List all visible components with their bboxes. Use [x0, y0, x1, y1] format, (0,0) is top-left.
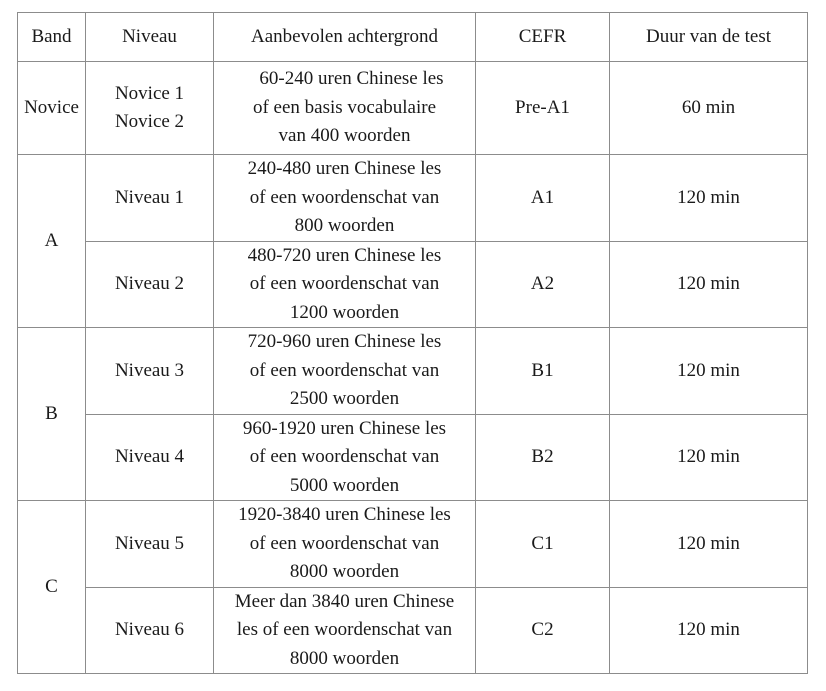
- background-line: of een woordenschat van: [249, 359, 440, 381]
- niveau-cell: Niveau 4: [86, 414, 214, 501]
- table-row: [18, 155, 808, 242]
- background-line: 60-240 uren Chinese les: [259, 68, 444, 90]
- background-line: 1920-3840 uren Chinese les: [238, 504, 451, 525]
- niveau-cell: Niveau 2: [86, 241, 214, 328]
- background-line: 8000 woorden: [289, 561, 400, 582]
- table-row: [18, 501, 808, 588]
- table-row: [18, 328, 808, 415]
- duration-cell: 120 min: [610, 155, 808, 242]
- background-line: 800 woorden: [294, 215, 395, 236]
- table-row: [18, 414, 808, 501]
- duration-cell: 120 min: [610, 328, 808, 415]
- cefr-cell: A2: [476, 241, 610, 328]
- cefr-cell: B1: [476, 328, 610, 415]
- band-cell-b: B: [18, 328, 86, 501]
- cefr-cell: C1: [476, 501, 610, 588]
- background-cell-novice: [214, 62, 476, 155]
- background-line: 2500 woorden: [289, 388, 400, 409]
- cefr-cell-novice: Pre-A1: [476, 62, 610, 155]
- background-cell: [214, 241, 476, 328]
- background-line: of een woordenschat van: [249, 446, 440, 467]
- duration-cell: 120 min: [610, 501, 808, 588]
- band-cell-novice: Novice: [18, 62, 86, 155]
- table-row: [18, 241, 808, 328]
- duration-cell-novice: 60 min: [610, 62, 808, 155]
- background-line: of een woordenschat van: [249, 273, 440, 294]
- background-cell: [214, 501, 476, 588]
- niveau-cell: Niveau 6: [86, 587, 214, 674]
- background-line: 1200 woorden: [289, 301, 400, 323]
- header-cefr: CEFR: [476, 13, 610, 62]
- header-background: Aanbevolen achtergrond: [214, 13, 476, 62]
- background-line: 5000 woorden: [289, 474, 400, 496]
- niveau-cell-novice: [86, 62, 214, 155]
- table-row: [18, 587, 808, 674]
- niveau-cell: Niveau 5: [86, 501, 214, 588]
- background-line: of een woordenschat van: [249, 532, 440, 554]
- levels-table: [17, 12, 808, 674]
- background-line: les of een woordenschat van: [236, 619, 453, 640]
- background-line: 720-960 uren Chinese les: [247, 331, 442, 352]
- background-line: van 400 woorden: [278, 125, 411, 147]
- band-cell-c: C: [18, 501, 86, 674]
- niveau-line: Novice 2: [114, 111, 185, 132]
- table-header-row: [18, 13, 808, 62]
- background-line: Meer dan 3840 uren Chinese: [234, 590, 455, 612]
- cefr-cell: C2: [476, 587, 610, 674]
- background-cell: [214, 328, 476, 415]
- header-band: Band: [18, 13, 86, 62]
- niveau-cell: Niveau 3: [86, 328, 214, 415]
- background-line: 960-1920 uren Chinese les: [242, 417, 447, 439]
- duration-cell: 120 min: [610, 414, 808, 501]
- header-duration: Duur van de test: [610, 13, 808, 62]
- cefr-cell: A1: [476, 155, 610, 242]
- header-niveau: Niveau: [86, 13, 214, 62]
- background-line: of een woordenschat van: [249, 186, 440, 208]
- background-cell: [214, 414, 476, 501]
- background-line: of een basis vocabulaire: [252, 96, 437, 118]
- background-cell: [214, 587, 476, 674]
- band-cell-a: A: [18, 155, 86, 328]
- background-cell: [214, 155, 476, 242]
- niveau-cell: Niveau 1: [86, 155, 214, 242]
- niveau-line: Novice 1: [114, 82, 185, 104]
- background-line: 240-480 uren Chinese les: [247, 158, 442, 179]
- cefr-cell: B2: [476, 414, 610, 501]
- duration-cell: 120 min: [610, 241, 808, 328]
- duration-cell: 120 min: [610, 587, 808, 674]
- table-row: [18, 62, 808, 155]
- background-line: 480-720 uren Chinese les: [247, 244, 442, 266]
- background-line: 8000 woorden: [289, 647, 400, 669]
